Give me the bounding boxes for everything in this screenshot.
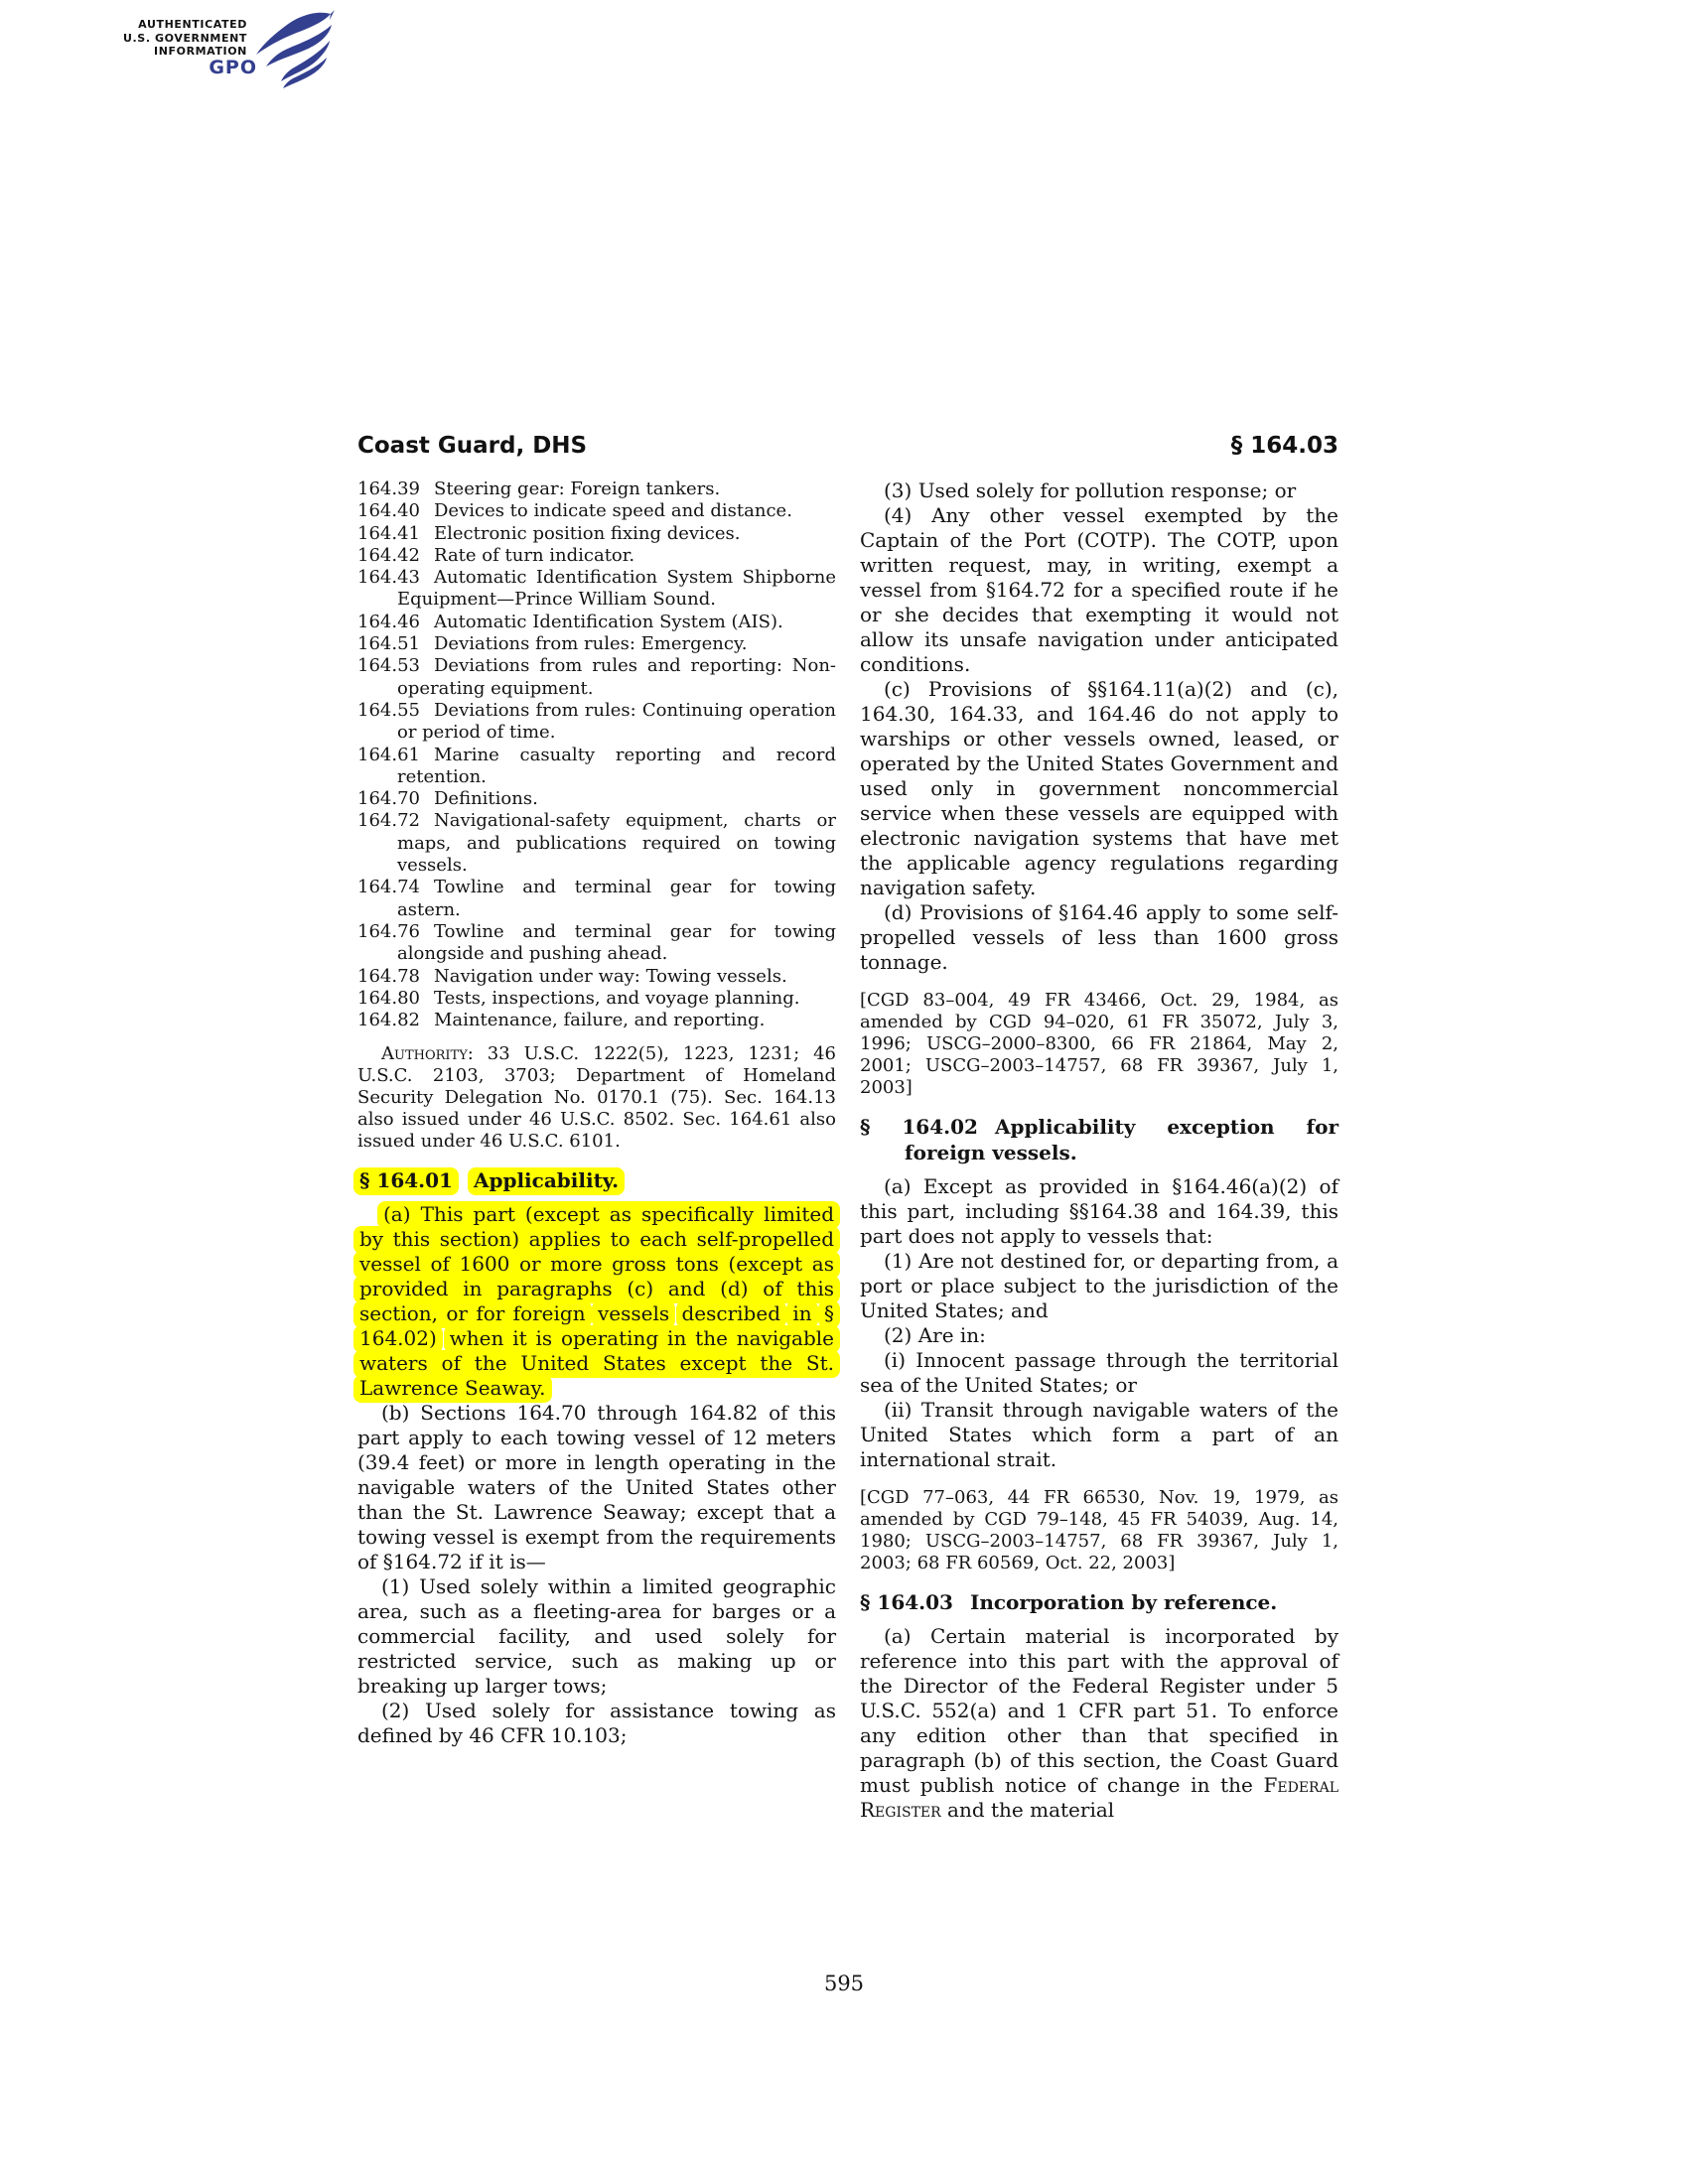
right-column [860,478,1338,1823]
para-164-02-a2: (2) Are in: [884,1323,986,1347]
toc-row [357,633,836,655]
para-164-01-b: (b) Sections 164.70 through 164.82 of this part apply to each towing vessel of 12 meters (39.4 feet) or more in length operating in the navigable waters of the United States other than the St. Lawrence Seaway; except that a towing vessel is exempt from the requirements of §164.72 if it is— [357,1401,836,1574]
toc-num: 164.55 [357,699,420,721]
gpo-logo-line2: U.S. GOVERNMENT [123,31,247,45]
section-heading-164-02 [860,1114,1338,1165]
highlighted-text: (a) This part (except as specifically limited by this section) applies to each self-propelled vessel of 1600 or more gross tons (except as provided in paragraphs (c) and (d) of this section, or for foreign [353,1201,840,1328]
toc-num: 164.82 [357,1010,420,1031]
toc-row [357,877,836,921]
toc-num: 164.39 [357,478,420,499]
toc-row [357,921,836,966]
para-164-02-a1: (1) Are not destined for, or departing from, a port or place subject to the jurisdiction of the United States; and [860,1249,1338,1322]
toc-text: Tests, inspections, and voyage planning. [433,987,800,1009]
toc-row [357,567,836,612]
toc-text: Towline and terminal gear for towing astern. [397,877,836,920]
toc-text: Automatic Identification System Shipborne Equipment—Prince William Sound. [397,567,836,611]
toc-num: 164.51 [357,633,420,655]
federal-register-smallcaps: Federal Register [860,1773,1339,1822]
para-164-01-b4: (4) Any other vessel exempted by the Captain of the Port (COTP). The COTP, upon written request, may, in writing, exempt a vessel from §164.72 for a specified route if he or she decides that exempting it would not allow its unsafe navigation under anticipated conditions. [860,503,1338,676]
section-list [357,478,836,1031]
two-column-text [357,478,1338,1823]
toc-text: Navigation under way: Towing vessels. [433,965,787,987]
highlighted-text: vessels [592,1300,675,1328]
toc-num: 164.41 [357,522,420,544]
toc-row [357,523,836,545]
section-title: Incorporation by reference. [969,1590,1278,1614]
toc-text: Electronic position fixing devices. [433,522,741,544]
toc-text: Steering gear: Foreign tankers. [433,478,721,499]
toc-text: Automatic Identification System (AIS). [433,611,783,632]
section-number: § 164.02 [860,1115,978,1139]
running-header [357,433,1338,459]
toc-row [357,966,836,988]
para-text: and the material [947,1798,1115,1822]
toc-num: 164.42 [357,544,420,566]
section-number: § 164.03 [860,1590,953,1614]
highlighted-text: § 164.02) [353,1300,840,1353]
para-164-01-d: (d) Provisions of §164.46 apply to some self-propelled vessels of less than 1600 gross tonnage. [860,900,1338,974]
toc-text: Towline and terminal gear for towing alongside and pushing ahead. [397,920,836,965]
toc-num: 164.74 [357,877,420,898]
authority-text: 33 U.S.C. 1222(5), 1223, 1231; 46 U.S.C. 2103, 3703; Department of Homeland Security Delegation No. 0170.1 (75). Sec. 164.13 also issued under 46 U.S.C. 8502. Sec. 164.61 also issued under 46 U.S.C. 6101. [357,1043,836,1153]
section-heading-164-01 [357,1167,836,1193]
running-header-right: § 164.03 [1230,433,1338,459]
toc-row [357,745,836,789]
toc-row [357,988,836,1010]
toc-text: Navigational-safety equipment, charts or maps, and publications required on towing vessels. [397,810,836,877]
toc-text: Marine casualty reporting and record retention. [397,744,836,787]
running-header-left: Coast Guard, DHS [357,433,588,459]
toc-num: 164.70 [357,788,420,810]
toc-num: 164.43 [357,567,420,589]
toc-row [357,478,836,500]
toc-num: 164.46 [357,611,420,632]
gpo-eagle-icon [247,10,335,93]
citation-164-01: [CGD 83–004, 49 FR 43466, Oct. 29, 1984, as amended by CGD 94–020, 61 FR 35072, July 3, 1996; USCG–2000–8300, 66 FR 21864, May 2, 2001; USCG–2003–14757, 68 FR 39367, July 1, 2003] [860,990,1338,1098]
toc-num: 164.80 [357,987,420,1009]
para-164-02-a: (a) Except as provided in §164.46(a)(2) of this part, including §§164.38 and 164.39, this part does not apply to vessels that: [860,1174,1338,1248]
authority-label: Authority: [381,1043,474,1065]
para-text: (a) Certain material is incorporated by reference into this part with the approval of the Director of the Federal Register under 5 U.S.C. 552(a) and 1 CFR part 51. To enforce any edition other than that specified in paragraph (b) of this section, the Coast Guard must publish notice of change in the [860,1624,1338,1797]
para-164-01-b2: (2) Used solely for assistance towing as defined by 46 CFR 10.103; [357,1699,836,1748]
toc-num: 164.61 [357,744,420,765]
toc-num: 164.40 [357,500,420,522]
highlighted-text: described [676,1300,787,1328]
left-column [357,478,836,1823]
toc-row [357,545,836,567]
gpo-logo-text [123,18,257,78]
toc-text: Maintenance, failure, and reporting. [433,1010,766,1031]
toc-text: Deviations from rules: Emergency. [433,633,748,655]
highlighted-text: in [786,1300,817,1328]
para-164-01-b3: (3) Used solely for pollution response; or [884,478,1297,502]
toc-num: 164.72 [357,810,420,832]
toc-text: Deviations from rules and reporting: Non-operating equipment. [397,655,836,699]
citation-164-02: [CGD 77–063, 44 FR 66530, Nov. 19, 1979, as amended by CGD 79–148, 45 FR 54039, Aug. 14, 1980; USCG–2003–14757, 68 FR 39367, July 1, 2003; 68 FR 60569, Oct. 22, 2003] [860,1487,1338,1573]
toc-row [357,1010,836,1031]
toc-num: 164.53 [357,655,420,677]
toc-num: 164.76 [357,920,420,942]
section-title: Applicability. [468,1167,625,1195]
section-heading-164-03 [860,1589,1338,1615]
section-title: Applicability exception for foreign vessels. [905,1115,1338,1164]
toc-row [357,810,836,877]
toc-text: Definitions. [433,788,538,810]
para-164-02-a2i: (i) Innocent passage through the territorial sea of the United States; or [860,1348,1338,1397]
gpo-wordmark: GPO [209,56,257,78]
gpo-logo [84,8,335,95]
para-164-01-b1: (1) Used solely within a limited geographic area, such as a fleeting-area for barges or a commercial facility, and used solely for restricted service, such as making up or breaking up larger tows; [357,1574,836,1699]
toc-num: 164.78 [357,965,420,987]
para-164-01-a [357,1202,836,1401]
para-164-03-a [860,1624,1338,1823]
toc-text: Devices to indicate speed and distance. [433,500,792,522]
gpo-logo-line1: AUTHENTICATED [138,18,247,31]
toc-row [357,500,836,522]
para-164-01-c: (c) Provisions of §§164.11(a)(2) and (c), 164.30, 164.33, and 164.46 do not apply to warships or other vessels owned, leased, or operated by the United States Government and used only in government noncommercial service when these vessels are equipped with electronic navigation systems that have met the applicable agency regulations regarding navigation safety. [860,677,1338,899]
para-164-02-a2ii: (ii) Transit through navigable waters of the United States which form a part of an international strait. [860,1398,1338,1471]
toc-text: Rate of turn indicator. [433,544,635,566]
toc-text: Deviations from rules: Continuing operation or period of time. [397,699,836,744]
toc-row [357,700,836,745]
toc-row [357,655,836,700]
toc-row [357,612,836,633]
authority-note [357,1043,836,1153]
page-number: 595 [823,1972,865,1995]
section-number: § 164.01 [353,1167,459,1195]
toc-row [357,788,836,810]
highlighted-text: when it is operating in the navigable waters of the United States except the St. Lawrence Seaway. [353,1325,840,1403]
gpo-logo-line3: INFORMATION [154,45,247,58]
